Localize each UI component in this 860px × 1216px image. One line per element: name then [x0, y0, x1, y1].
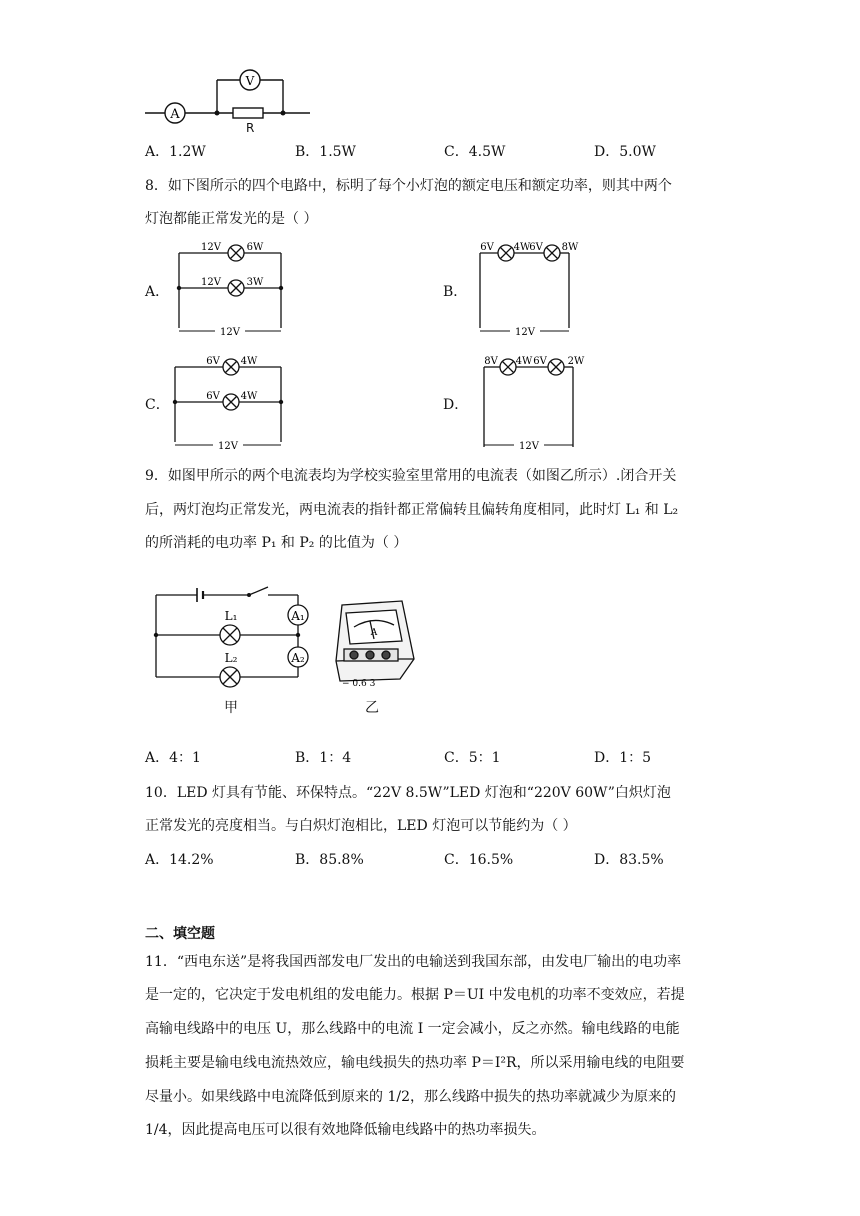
- q8-option-d-label[interactable]: D．: [443, 397, 469, 413]
- q8d-bulb2-voltage: 6V: [533, 356, 547, 367]
- q9-option-b[interactable]: B．1：4: [295, 750, 352, 766]
- q8b-bulb1-power: 4W: [513, 242, 531, 253]
- q11-line-6: 1/4，因此提高电压可以很有效地降低输电线路中的热功率损失。: [145, 1122, 546, 1138]
- q8a-supply: 12V: [220, 327, 240, 338]
- q9-stem-line-1: 9．如图甲所示的两个电流表均为学校实验室里常用的电流表（如图乙所示）.闭合开关: [145, 468, 677, 484]
- q8d-bulb1-power: 4W: [515, 356, 533, 367]
- q8-option-d-circuit: [478, 352, 598, 457]
- ammeter-a1-label: A₁: [291, 609, 305, 623]
- q8b-bulb1-voltage: 6V: [480, 242, 494, 253]
- q8-stem-line-2: 灯泡都能正常发光的是（ ）: [145, 211, 318, 227]
- q8d-bulb1-voltage: 8V: [484, 356, 498, 367]
- q11-line-4: 损耗主要是输电线电流热效应，输电线损失的热功率 P＝I²R，所以采用输电线的电阻要: [145, 1055, 685, 1071]
- q8-option-a-label[interactable]: A．: [145, 284, 170, 300]
- q7-option-d[interactable]: D．5.0W: [594, 144, 656, 160]
- q9-figure-jia-circuit: [152, 585, 322, 685]
- q10-option-a[interactable]: A．14.2%: [145, 852, 214, 868]
- q8-option-c-circuit: [173, 352, 293, 457]
- q8a-bulb1-voltage: 12V: [201, 242, 221, 253]
- q7-option-b[interactable]: B．1.5W: [295, 144, 356, 160]
- q8-option-a-circuit: [173, 238, 293, 343]
- q8-option-c-label[interactable]: C．: [145, 397, 170, 413]
- q8c-bulb2-voltage: 6V: [206, 391, 220, 402]
- q8b-bulb2-power: 8W: [561, 242, 579, 253]
- lamp-l2-label: L₂: [224, 651, 238, 665]
- resistor-label: R: [246, 121, 255, 135]
- q8d-supply: 12V: [519, 441, 539, 452]
- q10-option-d[interactable]: D．83.5%: [594, 852, 664, 868]
- q8c-bulb2-power: 4W: [240, 391, 258, 402]
- ammeter-symbol: A: [170, 107, 180, 122]
- q9-option-a[interactable]: A．4：1: [145, 750, 201, 766]
- meter-face-letter: A: [370, 628, 378, 638]
- q7-option-c[interactable]: C．4.5W: [444, 144, 506, 160]
- q11-line-5: 尽量小。如果线路中电流降低到原来的 1/2，那么线路中损失的热功率就减少为原来的: [145, 1089, 676, 1105]
- q8d-bulb2-power: 2W: [567, 356, 585, 367]
- q8-option-b-label[interactable]: B．: [443, 284, 468, 300]
- fig-yi-caption: 乙: [365, 700, 379, 716]
- q8a-bulb2-power: 3W: [246, 277, 264, 288]
- q10-stem-line-2: 正常发光的亮度相当。与白炽灯泡相比，LED 灯泡可以节能约为（ ）: [145, 818, 577, 834]
- q8b-bulb2-voltage: 6V: [529, 242, 543, 253]
- q9-figure-yi-ammeter: [330, 597, 430, 687]
- voltmeter-symbol: V: [245, 74, 255, 88]
- meter-terminals-label: − 0.6 3: [342, 679, 376, 689]
- q8a-bulb1-power: 6W: [246, 242, 264, 253]
- q11-line-2: 是一定的，它决定于发电机组的发电能力。根据 P＝UI 中发电机的功率不变效应，若提: [145, 987, 685, 1003]
- q10-option-b[interactable]: B．85.8%: [295, 852, 364, 868]
- ammeter-a2-label: A₂: [291, 651, 305, 665]
- q10-stem-line-1: 10．LED 灯具有节能、环保特点。“22V 8.5W”LED 灯泡和“220V 60W”白炽灯泡: [145, 785, 671, 801]
- q8b-supply: 12V: [515, 327, 535, 338]
- q11-line-3: 高输电线路中的电压 U，那么线路中的电流 I 一定会减小，反之亦然。输电线路的电能: [145, 1021, 680, 1037]
- section-heading-fill-in: 二、填空题: [145, 926, 215, 942]
- q7-circuit-diagram: [145, 70, 315, 122]
- q8-stem-line-1: 8．如下图所示的四个电路中，标明了每个小灯泡的额定电压和额定功率，则其中两个: [145, 178, 672, 194]
- q8c-supply: 12V: [218, 441, 238, 452]
- q9-option-c[interactable]: C．5：1: [444, 750, 501, 766]
- lamp-l1-label: L₁: [224, 609, 238, 623]
- q8c-bulb1-power: 4W: [240, 356, 258, 367]
- q8a-bulb2-voltage: 12V: [201, 277, 221, 288]
- q9-stem-line-3: 的所消耗的电功率 P₁ 和 P₂ 的比值为（ ）: [145, 535, 408, 551]
- q8-option-b-circuit: [476, 238, 596, 338]
- q8c-bulb1-voltage: 6V: [206, 356, 220, 367]
- q9-stem-line-2: 后，两灯泡均正常发光，两电流表的指针都正常偏转且偏转角度相同，此时灯 L₁ 和 L₂: [145, 502, 679, 518]
- fig-jia-caption: 甲: [224, 700, 238, 716]
- q10-option-c[interactable]: C．16.5%: [444, 852, 514, 868]
- q7-option-a[interactable]: A．1.2W: [145, 144, 206, 160]
- q11-line-1: 11．“西电东送”是将我国西部发电厂发出的电输送到我国东部，由发电厂输出的电功率: [145, 954, 682, 970]
- q9-option-d[interactable]: D．1：5: [594, 750, 652, 766]
